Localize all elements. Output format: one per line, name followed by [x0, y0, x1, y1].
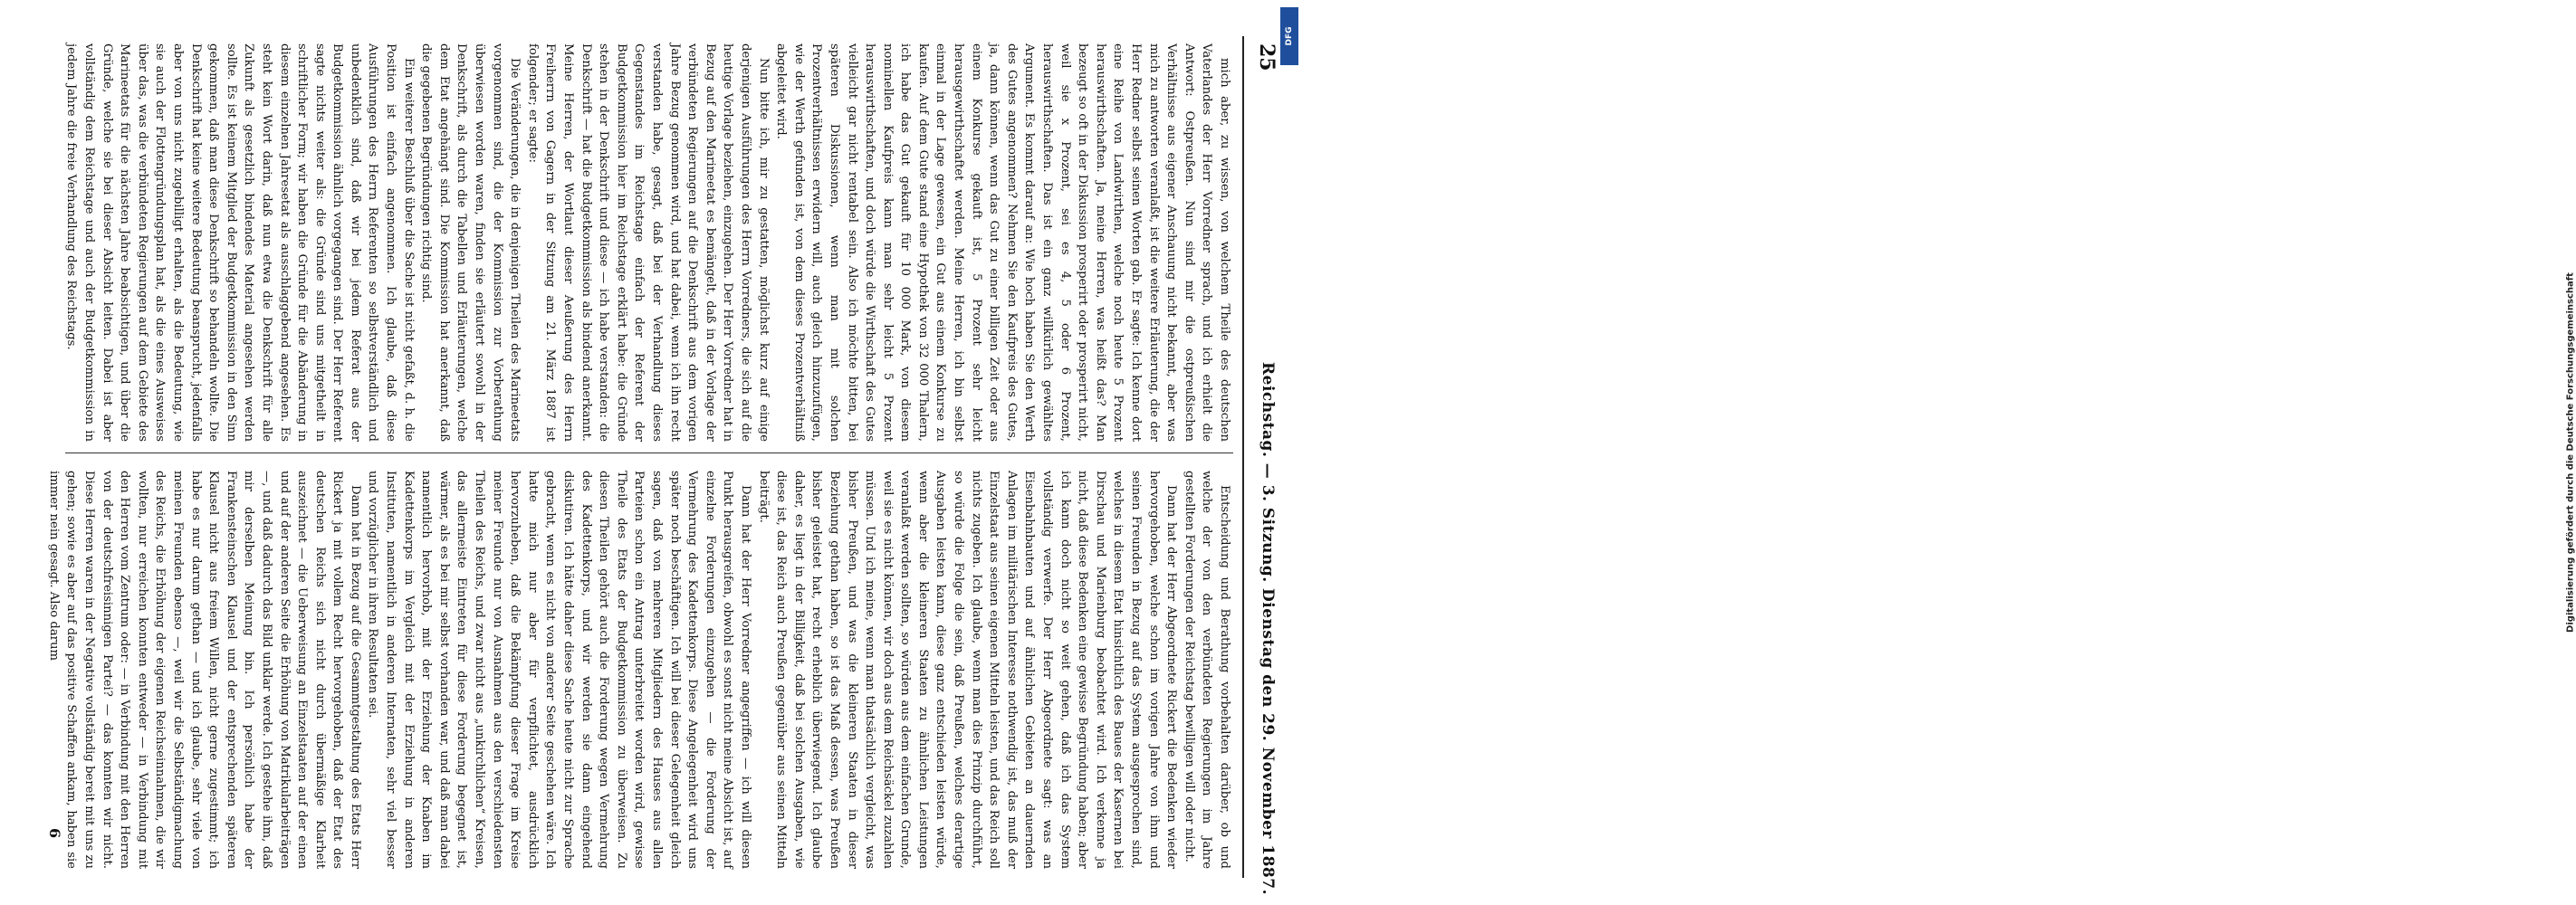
paragraph: Nun bitte ich, mir zu gestatten, möglichst kurz auf einige derjenigen Ausführungen des Herrn Vorredners, die sich auf die heutige Vorlage beziehen, einzugehen. Der Herr Vorredner hat in Bezug auf den Marineetat es bemängelt, daß in der Vorlage der verbündeten Regierungen auf die Denkschrift aus dem vorigen Jahre Bezug genommen wird, und hat dabei, wenn ich ihn recht verstanden habe, gesagt, daß bei der Verhandlung dieses Gegenstandes im Reichstage einfach der Referent der Budgetkommission hier im Reichstage erklärt habe: die Gründe stehen in der Denkschrift und diese — ich habe verstanden: die Denkschrift — hat die Budgetkommission als bindend anerkannt. Meine Herren, der Wortlaut dieser Aeußerung des Herrn Freiherrn von Gagern in der Sitzung am 21. März 1887 ist folgender; er sagte: [525, 43, 771, 442]
paragraph: Entscheidung und Berathung vorbehalten darüber, ob und welche der von den verbündeten Regierungen im Jahre gestellten Forderungen der Reichstag bewilligen will oder nicht. [1182, 471, 1231, 869]
running-title: Reichstag. — 3. Sitzung. Dienstag den 29. November 1887. [1259, 362, 1277, 896]
column-divider [65, 452, 1233, 453]
right-column [46, 471, 1233, 869]
paragraph: Ein weiterer Beschluß über die Sache ist nicht gefaßt, d. h. die Position ist einfach angenommen. Ich glaube, daß diese Ausführungen des Herrn Referenten so selbstverständlich und unbedenklich sind, daß wir bei jedem Referat aus der Budgetkommission ähnlich vorgegangen sind. Der Herr Referent sagte nichts weiter als: die Gründe sind uns mitgetheilt in schriftlicher Form; wir haben die Gründe für die Abänderung in diesem einzelnen Jahresetat als ausschlaggebend angesehen. Es steht kein Wort darin, daß nun etwa die Denkschrift für alle Zukunft als gesetzlich bindendes Material angesehen werden sollte. Es ist keinem Mitglied der Budgetkommission in den Sinn gekommen, daß man diese Denkschrift so behandeln wollte. Die Denkschrift hat keine weitere Bedeutung beansprucht, jedenfalls aber von uns nicht zugebilligt erhalten, als die Bedeutung, wie sie auch der Flottengründungsplan hat, als die eines Ausweises über das, was die verbündeten Regierungen auf dem Gebiete des Marineetats für die nächsten Jahre beabsichtigen, und über die Gründe, welche sie bei dieser Absicht leiten. Dabei ist aber vollständig dem Reichstage und auch der Budgetkommission in jedem Jahre die freie Verhandlung des Reichstags. [64, 43, 416, 442]
quoted-paragraph: Die Veränderungen, die in denjenigen Theilen des Marineetats vorgenommen sind, die der Kommission zur Vorberathung überwiesen worden waren, finden sie erläutert sowohl in der Denkschrift, als durch die Tabellen und Erläuterungen, welche dem Etat angehängt sind. Die Kommission hat anerkannt, daß die gegebenen Begründungen richtig sind. [419, 43, 522, 442]
paragraph: Dann hat in Bezug auf die Gesammtgestaltung des Etats Herr Rickert ja mit vollem Recht hervorgehoben, daß der Etat des deutschen Reichs sich nicht durch übermäßige Klarheit auszeichnet — die Ueberweisung an Einzelstaaten auf der einen und auf der anderen Seite die Erhöhung von Matrikularbeiträgen —, und daß dadurch das Bild unklar werde. Ich gestehe ihm, daß mir derselben Meinung bin. Ich persönlich habe der Frankensteinschen Klausel und der entsprechenden späteren Klausel nicht aus freiem Willen, nicht gerne zugestimmt; ich habe es nur darum gethan — und ich glaube, sehr viele von meinen Freunden ebenso —, weil wir die Selbständigmachung des Reichs, die Erhöhung der eigenen Reichseinnahmen, die wir wollten, nur erreichen konnten entweder — in Verbindung mit den Herren vom Zentrum oder: — in Verbindung mit den Herren von der deutschfreisinnigen Partei? — das konnten wir nicht. Diese Herren waren in der Negative vollständig bereit mit uns zu gehen; sowie es aber auf das positive Schaffen ankam, haben sie immer nein gesagt. Also darum [46, 471, 362, 869]
page-number: 25 [1255, 43, 1278, 71]
dfg-logo [1280, 7, 1298, 65]
credit-strip [1281, 0, 2576, 905]
paragraph: Dann hat der Herr Vorredner angegriffen — ich will diesen Punkt herausgreifen, obwohl es sonst nicht meine Absicht ist, auf einzelne Forderungen einzugehen — die Forderung der Vermehrung des Kadettenkorps. Diese Angelegenheit wird uns später noch beschäftigen. Ich will bei dieser Gelegenheit gleich sagen, daß von mehreren Mitgliedern des Hauses aus allen Parteien schon ein Antrag unterbreitet worden wird, gewisse Theile des Etats der Budgetkommission zu überweisen. Zu diesen Theilen gehört auch die Forderung wegen Vermehrung des Kadettenkorps, und wir werden sie dann eingehend diskutiren. Ich hätte daher diese Sache heute nicht zur Sprache gebracht, wenn es nicht von anderer Seite geschehen wäre. Ich hatte mich nur aber für verpflichtet, ausdrücklich hervorzuheben, daß die Bekämpfung dieser Frage im Kreise meiner Freunde nur von Ausnahmen aus den verschiedensten Theilen des Reichs, und zwar nicht aus „unkirchlichen“ Kreisen, das allermeiste Eintreten für diese Forderung begegnet ist, wärmer, als es bei mir selbst vorhanden war, und daß man dabei namentlich hervorhob, mit der Erziehung der Knaben im Kadettenkorps im Vergleich mit der Erziehung in anderen Instituten, namentlich in anderen Internaten, sehr viel besser und vorzüglicher in ihren Resultaten sei. [366, 471, 752, 869]
paragraph: Dann hat der Herr Abgeordnete Rickert die Bedenken wieder hervorgehoben, welche schon im vorigen Jahre von ihm und seinen Freunden in Bezug auf das System ausgesprochen sind, welches in diesem Etat hinsichtlich des Baues der Kasernen bei Dirschau und Marienburg beobachtet wird. Ich verkenne ja nicht, daß diese Bedenken eine gewisse Begründung haben; aber ich kann doch nicht so weit gehen, daß ich das System vollständig verwerfe. Der Herr Abgeordnete sagt: was an Eisenbahnbauten und auf ähnlichen Gebieten an dauernden Anlagen im militärischen Interesse nothwendig ist, das muß der Einzelstaat aus seinen eigenen Mitteln leisten, und das Reich soll nichts zugeben. Ich glaube, wenn man dies Prinzip durchführt, so würde die Folge die sein, daß Preußen, welches derartige Ausgaben leisten kann, diese ganz entschieden leisten würde, wenn aber die kleineren Staaten zu ähnlichen Leistungen veranlaßt werden sollten, so würden aus dem einfachen Grunde, weil sie es nicht können, wir doch aus dem Reichsäckel zuzahlen müssen. Und ich meine, wenn man thatsächlich vergleicht, was bisher Preußen, und was die kleineren Staaten in dieser Beziehung gethan haben, so ist das Maß dessen, was Preußen bisher geleistet hat, recht erheblich überwiegend. Ich glaube daher, es liegt in der Billigkeit, daß bei solchen Ausgaben, wie diese ist, das Reich auch Preußen gegenüber aus seinen Mitteln beiträgt. [756, 471, 1179, 869]
digitization-credit: Digitalisierung gefördert durch die Deutsche Forschungsgemeinschaft [2565, 272, 2576, 633]
left-column [56, 43, 1233, 442]
dfg-logo-text: DFG [1285, 26, 1294, 46]
signature-mark: 6 [46, 828, 63, 839]
header-rule [1242, 36, 1244, 878]
paragraph: mich aber, zu wissen, von welchem Theile des deutschen Vaterlandes der Herr Vorredner sprach, und ich erhielt die Antwort: Ostpreußen. Nun sind mir die ostpreußischen Verhältnisse aus eigener Anschauung nicht bekannt, aber was mich zu antworten veranlaßt, ist die weitere Erläuterung, die der Herr Redner selbst seinen Worten gab. Er sagte: Ich kenne dort eine Reihe von Landwirthen, welche noch heute 5 Prozent herauswirthschaften. Ja, meine Herren, was heißt das? Man bezeugt so oft in der Diskussion prosperirt oder prosperirt nicht, weil sie x Prozent, sei es 4, 5 oder 6 Prozent, herauswirthschaften. Das ist ein ganz willkürlich gewähltes Argument. Es kommt darauf an: Wie hoch haben Sie den Werth des Gutes angenommen? Nehmen Sie den Kaufpreis des Gutes, ja, dann können, wenn das Gut zu einer billigen Zeit oder aus einem Konkurse gekauft ist, 5 Prozent sehr leicht herausgewirthschaftet werden. Meine Herren, ich bin selbst einmal in der Lage gewesen, ein Gut aus einem Konkurse zu kaufen. Auf dem Gute stand eine Hypothek von 32 000 Thalern, ich habe das Gut gekauft für 10 000 Mark, von diesem nominellen Kaufpreis kann man sehr leicht 5 Prozent herauswirthschaften, und doch würde die Wirthschaft des Gutes vielleicht gar nicht rentabel sein. Also ich möchte bitten, bei späteren Diskussionen, wenn man mit solchen Prozentverhältnissen erwidern will, auch gleich hinzuzufügen, wie der Werth gefunden ist, von dem dieses Prozentverhältniß abgeleitet wird. [774, 43, 1231, 442]
